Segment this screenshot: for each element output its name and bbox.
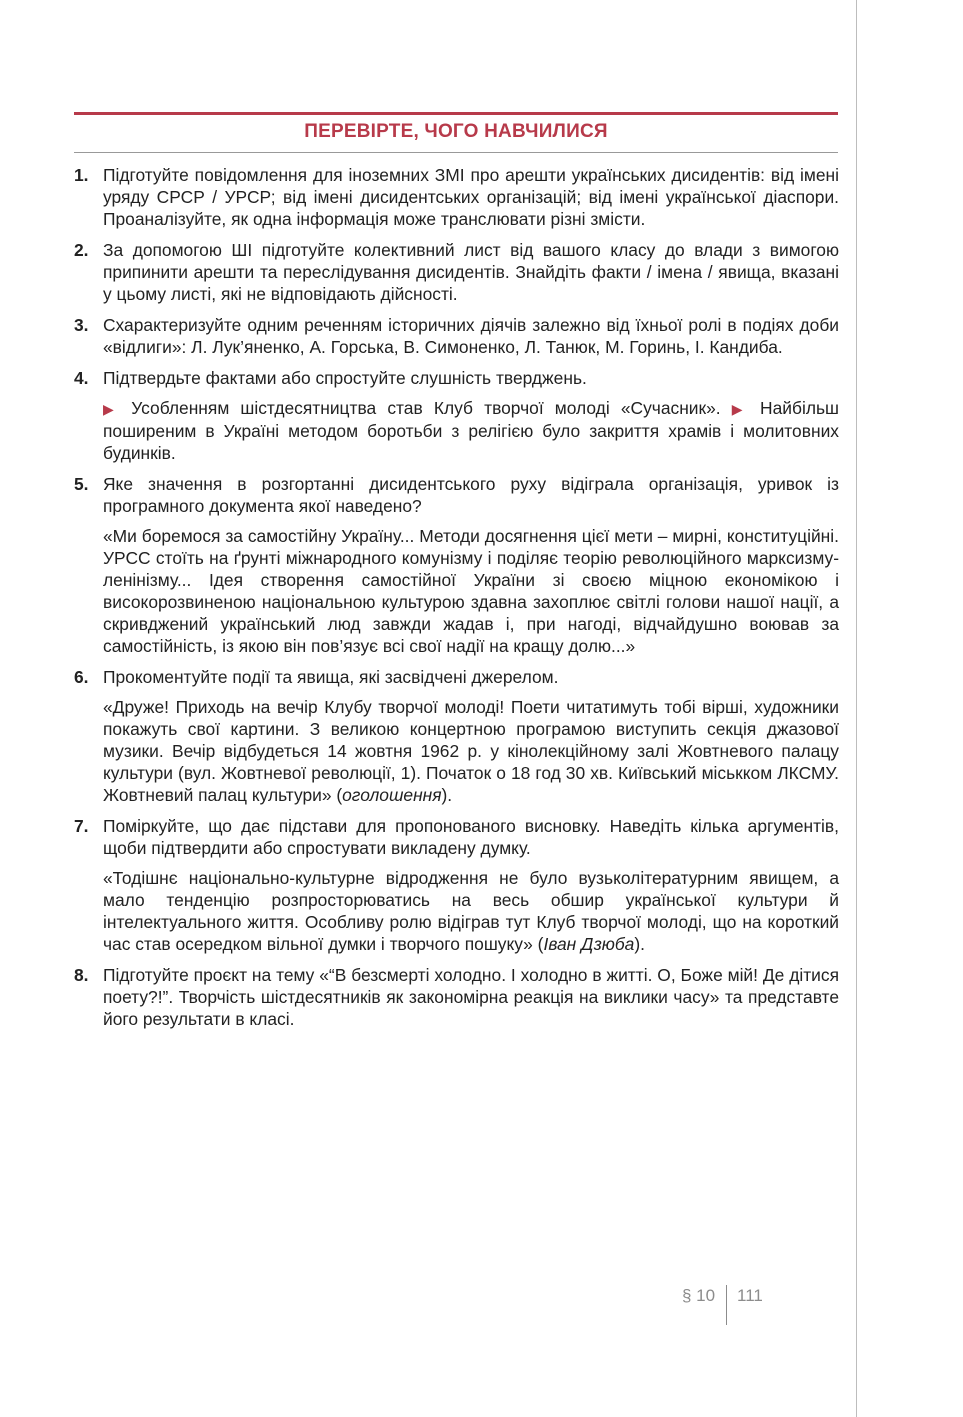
quote-end: ). [441,785,453,805]
page-edge-line [856,0,857,1417]
statement-1: Усобленням шістдесятництва став Клуб творчої молоді «Сучасник». [131,398,721,418]
task-6 [74,666,839,806]
task-4 [74,367,839,464]
task-list [74,164,839,1039]
quote-end: ). [634,934,645,954]
quote-source: Іван Дзюба [543,934,635,954]
task-8 [74,964,839,1030]
source-quote [103,867,839,955]
task-statements [103,397,839,464]
section-heading: ПЕРЕВІРТЕ, ЧОГО НАВЧИЛИСЯ [304,121,608,142]
footer-page-number: 111 [737,1286,763,1305]
statement-2: Найбільш поширеним в Україні методом боротьби з релігією було закриття храмів і молитовних будинків. [103,398,839,463]
task-1 [74,164,839,230]
task-text: За допомогою ШІ підготуйте колективний лист від вашого класу до влади з вимогою припинити арешти та переслідування дисидентів. Знайдіть факти / імена / явища, вказані у цьому листі, які не відповідають дійсності. [103,240,839,304]
task-text: Підготуйте проєкт на тему «“В безсмерті холодно. І холодно в житті. О, Боже мій! Де дітися поету?!”. Творчість шістдесятників як закономірна реакція на виклики часу» та представте його результати в класі. [103,965,839,1029]
triangle-bullet-icon: ▶ [103,401,121,417]
quote-text: «Друже! Приходь на вечір Клубу творчої молоді! Поети читатимуть тобі вірші, художники покажуть свої картини. З великою концертною програмою виступить секція джазової музики. Вечір відбудеться 14 жовтня 1962 р. у кінолекційному залі Жовтневого палацу культури (вул. Жовтневої революції, 1). Початок о 18 год 30 хв. Київський міськком ЛКСМУ. Жовтневий палац культури» ( [103,697,839,805]
footer-section-ref: § 10 [682,1286,716,1305]
quote-source: оголошення [342,785,442,805]
task-text: Підтвердьте фактами або спростуйте слушність тверджень. [103,368,587,388]
task-number: 1. [74,165,89,185]
task-number: 7. [74,816,89,836]
task-number: 6. [74,667,89,687]
triangle-bullet-icon: ▶ [731,401,749,417]
task-text: Підготуйте повідомлення для іноземних ЗМІ про арешти українських дисидентів: від імені уряду СРСР / УРСР; від імені дисидентських організацій; від імені української діаспори. Проаналізуйте, як одна інформація може транслювати різні змісти. [103,165,839,229]
task-7 [74,815,839,955]
task-text: Яке значення в розгортанні дисидентського руху відіграла організація, уривок із програмного документа якої наведено? [103,474,839,516]
quote-text: «Тодішнє національно-культурне відродження не було вузьколітературним явищем, а мало тенденцію розпросторюватись на весь обшир української культури й інтелектуального життя. Особливу ролю відіграв тут Клуб творчої молоді, що на короткий час став осередком вільної думки і творчого пошуку» ( [103,868,839,954]
task-text: Прокоментуйте події та явища, які засвідчені джерелом. [103,667,559,687]
task-number: 3. [74,315,89,335]
task-number: 2. [74,240,89,260]
source-quote: «Ми боремося за самостійну Україну... Методи досягнення цієї мети – мирні, конституційні. УРСС стоїть на ґрунті міжнародного комунізму і поділяє теорію революційного марксизму-ленінізму... Ідея створення самостійної України зі своєю міцною економікою і високорозвиненою національною культурою здавна захоплює світлі голови нашої нації, а скривджений український люд завжди жадав і, при нагоді, відчайдушно воював за самостійність, із якою він пов’язує всі свої надії на кращу долю...» [103,526,839,656]
footer-divider [726,1285,727,1325]
source-quote [103,696,839,806]
task-2 [74,239,839,305]
heading-top-rule [74,112,838,115]
task-number: 8. [74,965,89,985]
task-5 [74,473,839,657]
task-number: 5. [74,474,89,494]
task-text: Схарактеризуйте одним реченням історичних діячів залежно від їхньої ролі в подіях доби «відлиги»: Л. Лук’яненко, А. Горська, В. Симоненко, Л. Танюк, М. Горинь, І. Кандиба. [103,315,839,357]
task-text: Поміркуйте, що дає підстави для пропонованого висновку. Наведіть кілька аргументів, щоби підтвердити або спростувати викладену думку. [103,816,839,858]
task-number: 4. [74,368,89,388]
task-3 [74,314,839,358]
heading-bottom-rule [74,152,838,153]
